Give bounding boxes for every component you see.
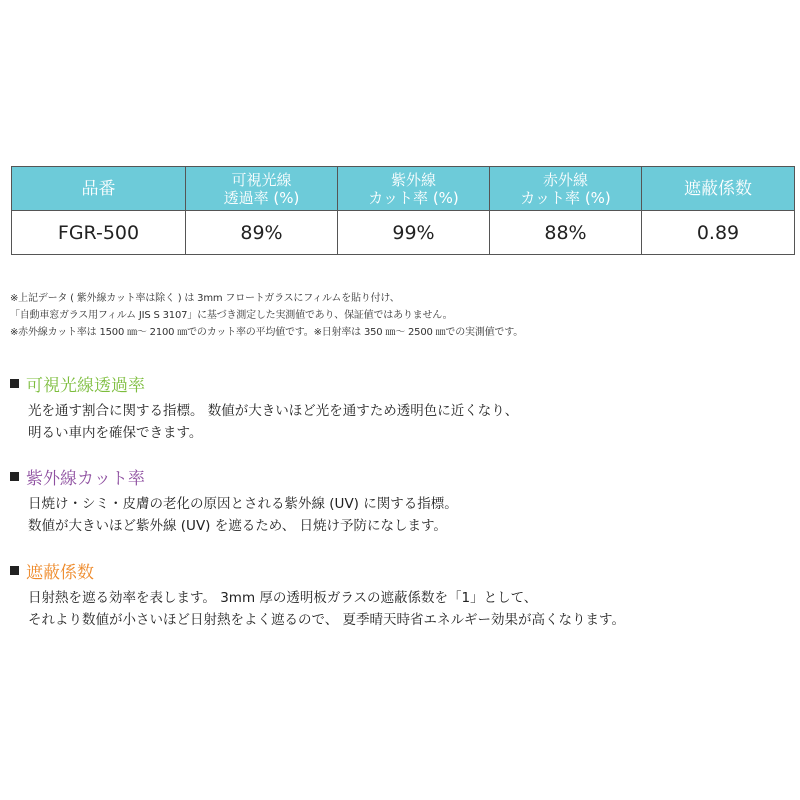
- body-line: それより数値が小さいほど日射熱をよく遮るので、 夏季晴天時省エネルギー効果が高くなります。: [28, 612, 625, 628]
- section-visible-transmittance: [10, 370, 790, 444]
- footnote-line: ※上記データ ( 紫外線カット率は除く ) は 3mm フロートガラスにフィルムを貼り付け、: [10, 293, 400, 304]
- body-line: 日射熱を遮る効率を表します。 3mm 厚の透明板ガラスの遮蔽係数を「1」として、: [28, 590, 538, 606]
- section-uv-cut: [10, 463, 790, 537]
- footnotes: [10, 290, 790, 341]
- body-line: 数値が大きいほど紫外線 (UV) を遮るため、 日焼け予防になします。: [28, 518, 447, 534]
- header-product-code-label: 品番: [81, 178, 116, 199]
- header-visible-line2: 透過率 (%): [223, 188, 300, 207]
- header-ir-cut: [490, 167, 642, 211]
- header-product-code: [12, 167, 186, 211]
- section-title: 遮蔽係数: [26, 562, 94, 583]
- header-uv-cut: [338, 167, 490, 211]
- cell-uv-cut: 99%: [338, 211, 490, 255]
- cell-shading-coefficient: 0.89: [642, 211, 795, 255]
- footnote-line: ※赤外線カット率は 1500 ㎚～ 2100 ㎚でのカット率の平均値です。※日射率は 350 ㎚～ 2500 ㎚での実測値です。: [10, 327, 524, 338]
- body-line: 明るい車内を確保できます。: [28, 425, 203, 441]
- square-bullet-icon: [10, 566, 19, 575]
- header-ir-line1: 赤外線: [542, 170, 588, 189]
- cell-visible-transmittance: 89%: [186, 211, 338, 255]
- square-bullet-icon: [10, 379, 19, 388]
- section-heading: [10, 463, 790, 489]
- section-body: [28, 587, 790, 631]
- cell-ir-cut: 88%: [490, 211, 642, 255]
- section-heading: [10, 370, 790, 396]
- section-title: 紫外線カット率: [26, 468, 145, 489]
- header-shading-label: 遮蔽係数: [684, 178, 752, 199]
- spec-table: [11, 166, 795, 255]
- body-line: 光を通す割合に関する指標。 数値が大きいほど光を通すため透明色に近くなり、: [28, 403, 519, 419]
- body-line: 日焼け・シミ・皮膚の老化の原因とされる紫外線 (UV) に関する指標。: [28, 496, 458, 512]
- header-uv-line2: カット率 (%): [368, 188, 459, 207]
- table-row: [12, 211, 795, 255]
- spec-header-row: [12, 167, 795, 211]
- square-bullet-icon: [10, 472, 19, 481]
- section-heading: [10, 557, 790, 583]
- header-visible-line1: 可視光線: [231, 170, 292, 189]
- header-ir-line2: カット率 (%): [520, 188, 611, 207]
- section-title: 可視光線透過率: [26, 375, 145, 396]
- section-body: [28, 400, 790, 444]
- section-shading-coefficient: [10, 557, 790, 631]
- section-body: [28, 493, 790, 537]
- footnote-line: 「自動車窓ガラス用フィルム JIS S 3107」に基づき測定した実測値であり、保証値ではありません。: [10, 310, 453, 321]
- header-visible-transmittance: [186, 167, 338, 211]
- header-uv-line1: 紫外線: [390, 170, 436, 189]
- header-shading-coefficient: [642, 167, 795, 211]
- cell-product-code: FGR-500: [12, 211, 186, 255]
